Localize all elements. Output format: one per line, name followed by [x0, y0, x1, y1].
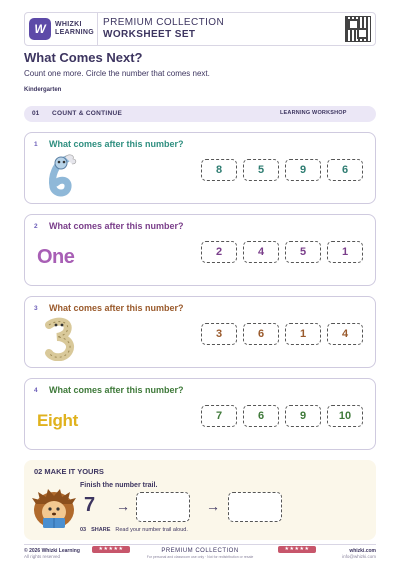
arrow-right-icon: → — [116, 498, 130, 514]
question-card-4 — [24, 378, 376, 450]
worksheet-header — [24, 12, 376, 46]
website-link[interactable]: whizki.com — [349, 548, 376, 554]
answer-option[interactable]: 3 — [201, 323, 237, 345]
word-one-text: One — [37, 245, 75, 268]
grade-label: Kindergarten — [24, 87, 62, 93]
footer-divider — [24, 544, 376, 545]
section-label: COUNT & CONTINUE — [52, 110, 123, 117]
instructions: Count one more. Circle the number that comes next. — [24, 69, 210, 78]
share-prompt — [80, 527, 188, 533]
finish-trail-prompt: Finish the number trail. — [80, 482, 158, 489]
question-number: 4 — [34, 387, 38, 394]
header-divider — [97, 13, 98, 45]
logo-line-1: WHIZKI — [55, 21, 82, 28]
qr-code-icon[interactable] — [345, 16, 371, 42]
question-prompt: What comes after this number? — [49, 139, 184, 149]
answer-option[interactable]: 1 — [285, 323, 321, 345]
rating-stars-icon: ★★★★★ — [278, 546, 316, 553]
question-prompt: What comes after this number? — [49, 221, 184, 231]
logo-text — [55, 21, 94, 37]
answer-options — [201, 323, 369, 345]
answer-option[interactable]: 9 — [285, 159, 321, 181]
footer-collection-label: PREMIUM COLLECTION — [161, 548, 239, 554]
number-3-character-icon — [37, 317, 85, 361]
number-6-character-icon — [37, 153, 85, 197]
question-card-1 — [24, 132, 376, 204]
question-prompt: What comes after this number? — [49, 303, 184, 313]
answer-options — [201, 241, 369, 263]
question-prompt: What comes after this number? — [49, 385, 184, 395]
share-text: Read your number trail aloud. — [115, 527, 188, 533]
question-number: 1 — [34, 141, 38, 148]
logo-line-2: LEARNING — [55, 29, 94, 36]
trail-start-number: 7 — [84, 494, 96, 516]
answer-options — [201, 159, 369, 181]
page-footer — [24, 544, 376, 564]
answer-option[interactable]: 9 — [285, 405, 321, 427]
rights-text: All rights reserved — [24, 554, 61, 559]
rating-stars-icon: ★★★★★ — [92, 546, 130, 553]
answer-option[interactable]: 5 — [243, 159, 279, 181]
word-eight-text: Eight — [37, 411, 78, 430]
word-eight-icon — [37, 399, 85, 443]
share-label: SHARE — [91, 527, 111, 533]
email-link[interactable]: info@whizki.com — [342, 554, 376, 559]
brand-logo — [29, 16, 97, 42]
logo-mark-icon — [29, 18, 51, 40]
question-number: 3 — [34, 305, 38, 312]
question-card-3 — [24, 296, 376, 368]
answer-option[interactable]: 7 — [201, 405, 237, 427]
page-title: What Comes Next? — [24, 50, 143, 65]
make-it-yours-section — [24, 460, 376, 540]
workshop-label: LEARNING WORKSHOP — [280, 110, 347, 116]
question-card-2 — [24, 214, 376, 286]
worksheet-set-label: WORKSHEET SET — [103, 29, 196, 40]
answer-option[interactable]: 6 — [327, 159, 363, 181]
footer-disclaimer: For personal and classroom use only · Not for redistribution or resale — [146, 555, 254, 559]
answer-option[interactable]: 5 — [285, 241, 321, 263]
section-number: 01 — [32, 110, 40, 117]
share-number: 03 — [80, 527, 87, 533]
answer-option[interactable]: 4 — [243, 241, 279, 263]
section-heading: 02 MAKE IT YOURS — [34, 467, 104, 476]
answer-options — [201, 405, 369, 427]
answer-option[interactable]: 1 — [327, 241, 363, 263]
hedgehog-reading-icon — [30, 488, 78, 532]
collection-label: PREMIUM COLLECTION — [103, 17, 225, 28]
arrow-right-icon: → — [206, 498, 220, 514]
copyright: © 2026 Whizki Learning — [24, 548, 80, 554]
logo-letter: W — [34, 22, 46, 36]
section-bar-count-continue — [24, 106, 376, 122]
word-one-icon — [37, 235, 85, 279]
answer-option[interactable]: 10 — [327, 405, 363, 427]
trail-answer-box-2[interactable] — [228, 492, 282, 522]
answer-option[interactable]: 4 — [327, 323, 363, 345]
trail-answer-box-1[interactable] — [136, 492, 190, 522]
answer-option[interactable]: 2 — [201, 241, 237, 263]
question-number: 2 — [34, 223, 38, 230]
answer-option[interactable]: 6 — [243, 405, 279, 427]
answer-option[interactable]: 8 — [201, 159, 237, 181]
answer-option[interactable]: 6 — [243, 323, 279, 345]
